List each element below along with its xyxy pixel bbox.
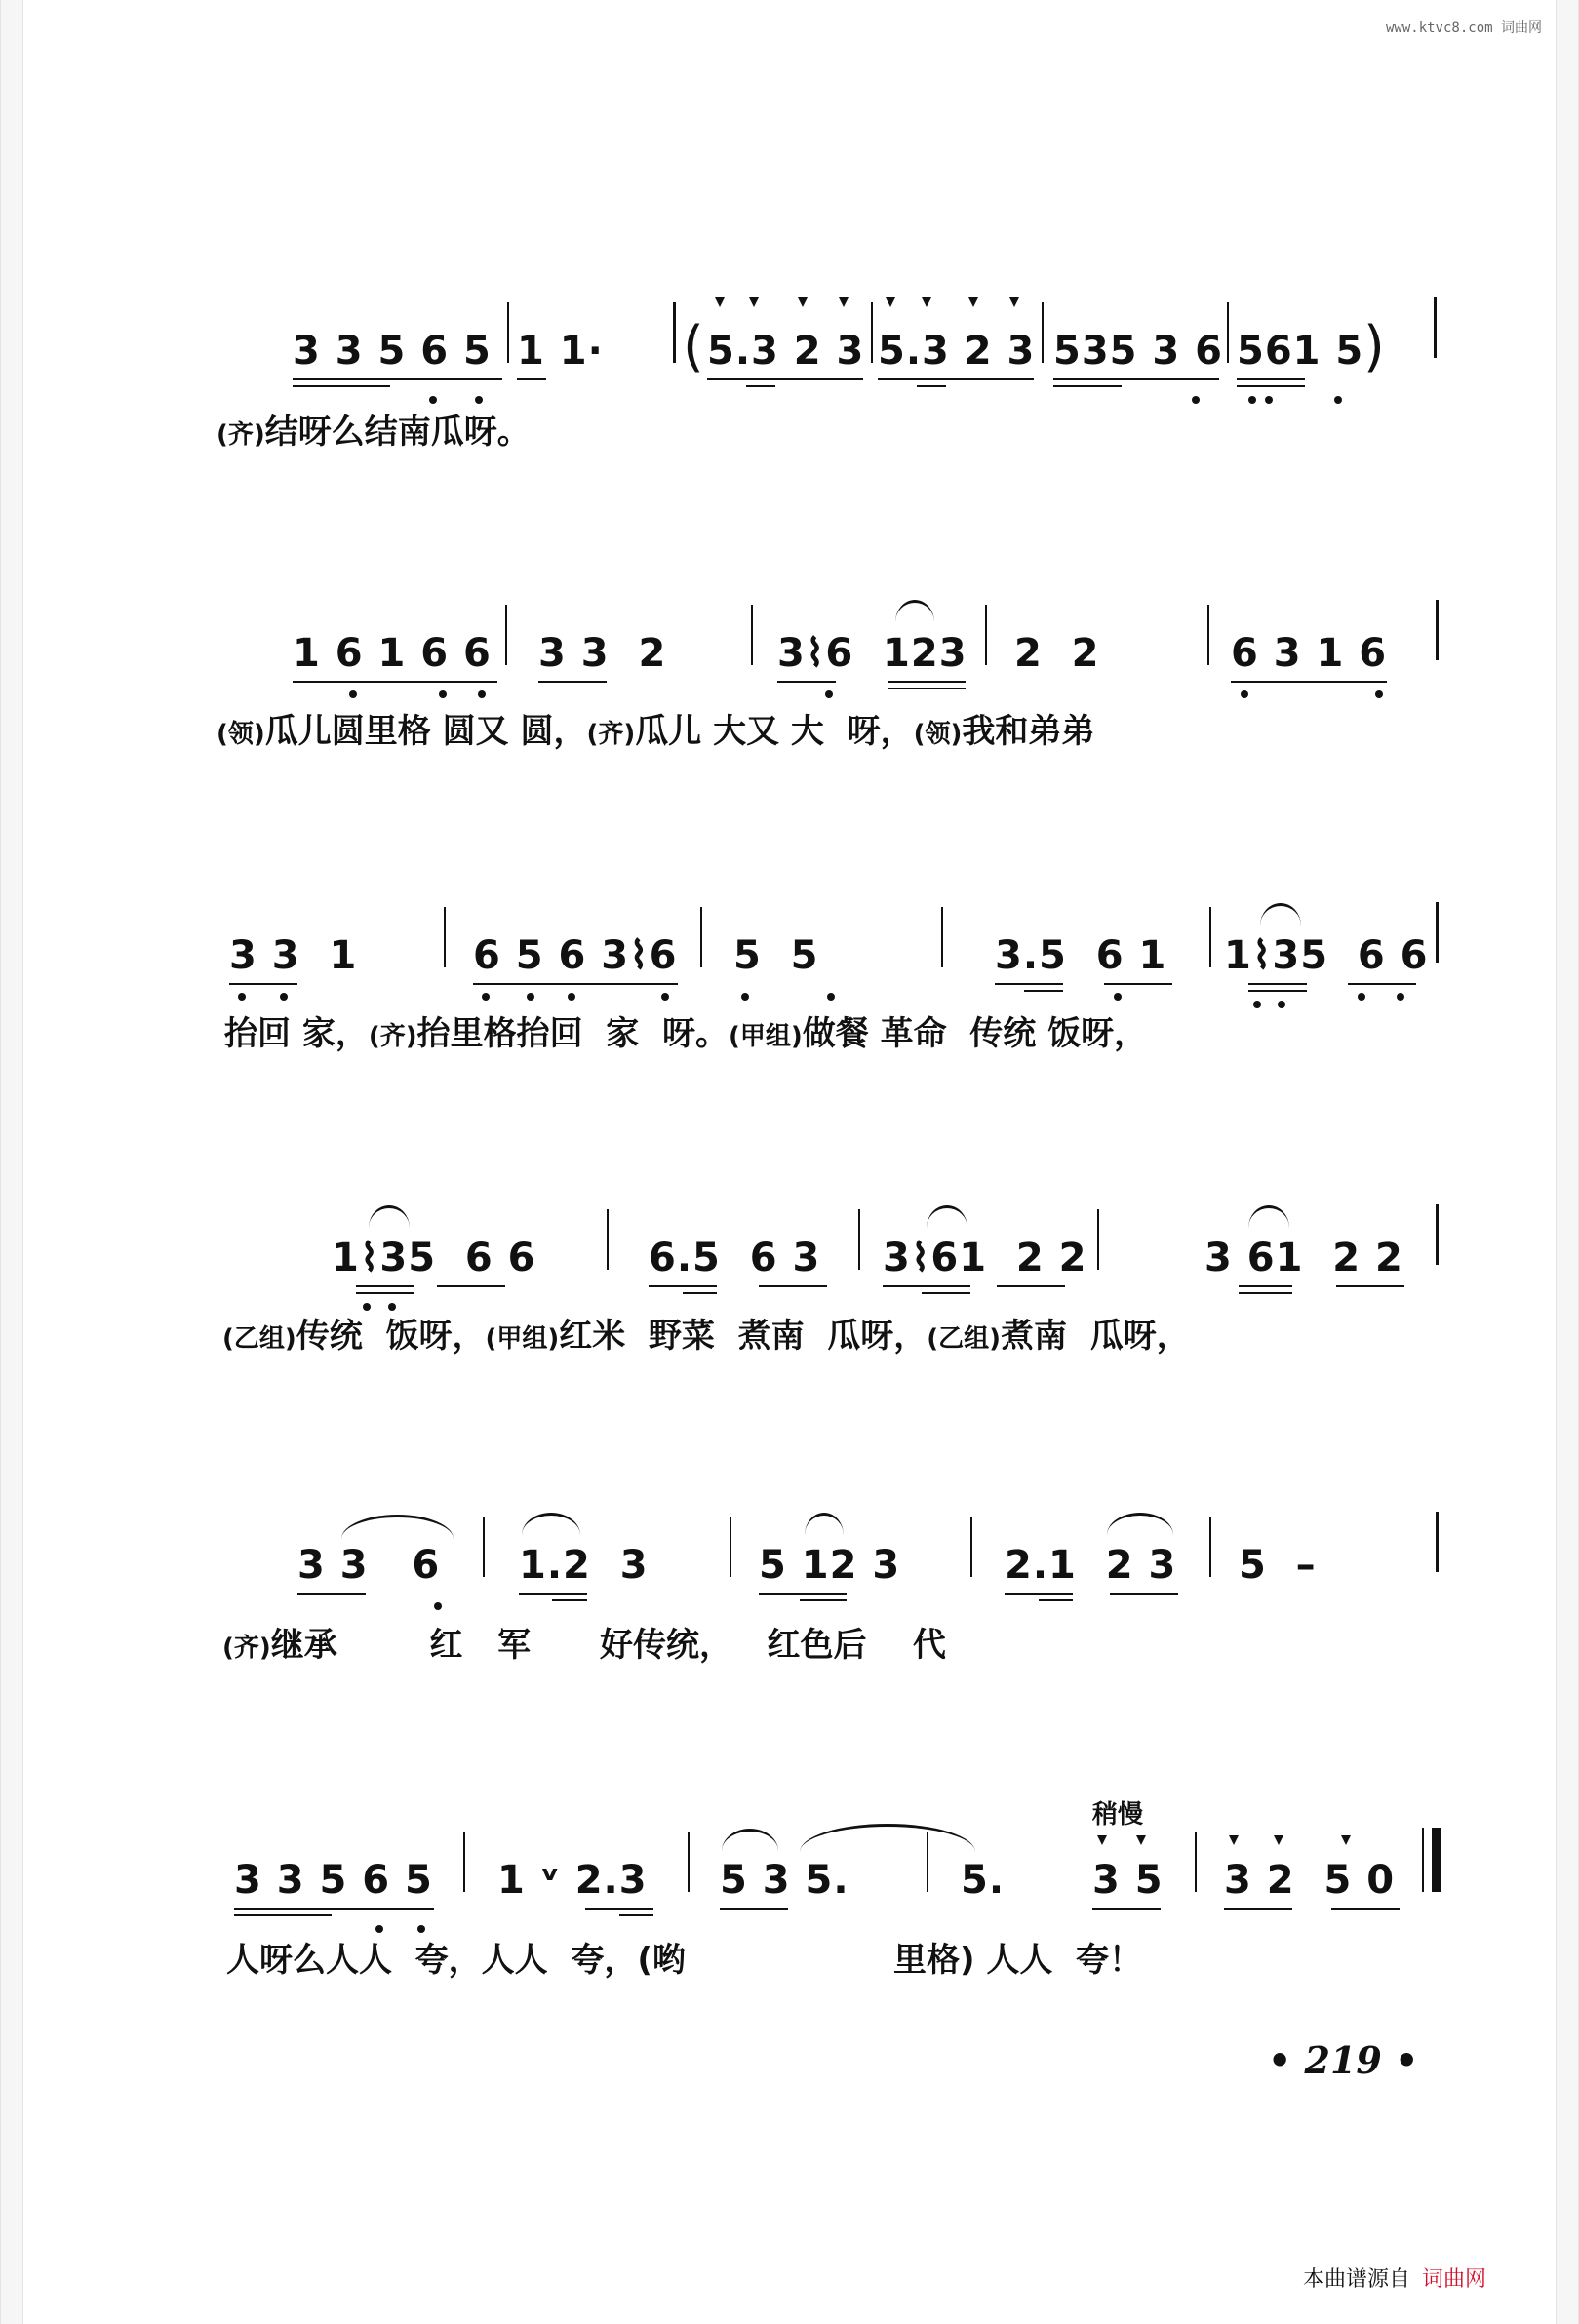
low-octave-dot	[741, 993, 749, 1001]
measure-notes: 5 –	[1239, 1543, 1317, 1588]
beam-line	[437, 1285, 505, 1287]
source-footer	[1303, 2263, 1486, 2293]
beam-line	[552, 1599, 587, 1601]
low-octave-dot	[1265, 396, 1273, 404]
accent-mark	[1009, 297, 1019, 307]
low-octave-dot	[1358, 993, 1365, 1001]
beam-line	[878, 378, 1034, 380]
barline	[941, 907, 943, 967]
low-octave-dot	[429, 396, 437, 404]
low-octave-dot	[349, 690, 357, 698]
measure-notes: 3 2 5 0	[1224, 1858, 1396, 1903]
voice-mark: (甲组)	[485, 1324, 560, 1354]
accent-mark	[1097, 1835, 1107, 1845]
voice-mark: (齐)	[217, 420, 265, 450]
voice-mark: (齐)	[368, 1022, 417, 1051]
beam-line	[1039, 1599, 1073, 1601]
measure-notes: 6 3 1 6	[1231, 631, 1388, 676]
accent-mark	[798, 297, 808, 307]
page-number: • 219 •	[1268, 2038, 1419, 2082]
measure-notes: 2.1 2 3	[1005, 1543, 1177, 1588]
low-octave-dot	[661, 993, 669, 1001]
interlude-open-paren: (	[683, 315, 704, 378]
lyric-line	[222, 1317, 1190, 1356]
voice-mark: (领)	[913, 720, 963, 749]
beam-line	[1005, 1593, 1073, 1595]
measure-notes: 5 3 5.	[720, 1858, 849, 1903]
measure-notes: 3 5	[1092, 1858, 1164, 1903]
barline	[463, 1832, 465, 1892]
low-octave-dot	[482, 993, 490, 1001]
beam-line	[1053, 378, 1219, 380]
score-system-5	[0, 1477, 1579, 1692]
score-system-3	[0, 868, 1579, 1083]
lyric-line	[217, 712, 1095, 751]
beam-line	[1248, 983, 1307, 985]
beam-line	[1224, 1908, 1292, 1910]
site-watermark: www.ktvc8.com 词曲网	[1385, 20, 1542, 36]
measure-notes: 1⌇35 6 6	[1224, 933, 1429, 978]
barline	[607, 1209, 609, 1270]
accent-mark	[922, 297, 931, 307]
barline	[1436, 600, 1439, 660]
barline	[1209, 1517, 1211, 1577]
low-octave-dot	[478, 690, 486, 698]
beam-line	[707, 378, 863, 380]
measure-notes: 3 61 2 2	[1204, 1236, 1403, 1280]
lyric-text: 抬回 家，	[224, 1014, 369, 1053]
beam-line	[883, 1285, 970, 1287]
accent-mark	[749, 297, 759, 307]
lyric-line	[222, 1626, 946, 1665]
low-octave-dot	[1248, 396, 1256, 404]
measure-notes: 1 ᵛ 2.3	[497, 1858, 648, 1903]
measure-notes: 3⌇61 2 2	[883, 1236, 1087, 1280]
measure-notes: 1⌇35 6 6	[332, 1236, 536, 1280]
slur	[1248, 1205, 1289, 1228]
beam-line	[746, 385, 775, 387]
low-octave-dot	[1114, 993, 1122, 1001]
barline	[970, 1517, 972, 1577]
low-octave-dot	[827, 993, 835, 1001]
measure-notes: 6.5 6 3	[649, 1236, 821, 1280]
low-octave-dot	[825, 690, 833, 698]
beam-line	[234, 1914, 332, 1916]
measure-notes: 3 3 2	[538, 631, 667, 676]
barline	[1227, 302, 1229, 363]
measure-notes: 3.5 6 1	[995, 933, 1167, 978]
accent-mark	[715, 297, 725, 307]
barline	[751, 605, 753, 665]
slur	[895, 600, 934, 622]
low-octave-dot	[568, 993, 575, 1001]
barline	[1436, 902, 1439, 963]
low-octave-dot	[1192, 396, 1200, 404]
measure-notes: 3 3 5 6 5	[234, 1858, 433, 1903]
beam-line	[995, 983, 1063, 985]
beam-line	[519, 1593, 587, 1595]
beam-line	[293, 681, 497, 683]
measure-notes: 535 3 6	[1053, 329, 1224, 374]
beam-line	[293, 385, 390, 387]
measure-notes: 5.	[961, 1858, 1006, 1903]
beam-line	[473, 983, 678, 985]
footer-brand-link[interactable]: 词曲网	[1421, 2267, 1486, 2292]
measure-notes: 5 12 3	[759, 1543, 901, 1588]
slur	[927, 1205, 967, 1228]
lyric-text: 做餐 革命 传统 饭呀，	[802, 1014, 1148, 1053]
barline	[483, 1517, 485, 1577]
barline	[1209, 907, 1211, 967]
measure-notes: 5 5	[733, 933, 819, 978]
barline	[858, 1209, 860, 1270]
beam-line	[917, 385, 946, 387]
lyric-text: 人呀么人人 夸，人人 夸，(哟 里格) 人人 夸！	[226, 1941, 1142, 1980]
barline	[444, 907, 446, 967]
accent-mark	[1341, 1835, 1351, 1845]
low-octave-dot	[1278, 1001, 1285, 1008]
beam-line	[1110, 1593, 1178, 1595]
measure-notes: 3⌇6 123	[777, 631, 967, 676]
measure-notes: 5.3 2 3	[707, 329, 865, 374]
beam-line	[922, 1292, 970, 1294]
slur	[800, 1824, 975, 1852]
measure-notes: 1 6 1 6 6	[293, 631, 492, 676]
beam-line	[517, 378, 546, 380]
beam-line	[538, 681, 607, 683]
beam-line	[356, 1292, 414, 1294]
voice-mark: (乙组)	[927, 1324, 1002, 1354]
beam-line	[759, 1593, 847, 1595]
measure-notes: 3 3 5 6 5	[293, 329, 492, 374]
measure-notes: 6 5 6 3⌇6	[473, 933, 678, 978]
score-system-1	[0, 263, 1579, 478]
slur	[522, 1513, 580, 1535]
beam-line	[1092, 1908, 1161, 1910]
voice-mark: (齐)	[222, 1634, 271, 1663]
beam-line	[720, 1908, 788, 1910]
beam-line	[293, 378, 502, 380]
beam-line	[888, 681, 966, 683]
barline	[1436, 1512, 1439, 1572]
slur	[1107, 1513, 1173, 1535]
beam-line	[234, 1908, 434, 1910]
slur	[1260, 903, 1301, 926]
repeat-barline	[673, 302, 676, 363]
beam-line	[619, 1914, 653, 1916]
barline	[505, 605, 507, 665]
beam-line	[777, 681, 836, 683]
barline	[1436, 1204, 1439, 1265]
measure-notes: 3 3 6	[297, 1543, 441, 1588]
accent-mark	[1274, 1835, 1283, 1845]
beam-line	[356, 1285, 414, 1287]
voice-mark: (甲组)	[728, 1022, 803, 1051]
beam-line	[1024, 990, 1063, 992]
slur	[341, 1515, 454, 1539]
lyric-text: 传统 饭呀，	[296, 1317, 486, 1356]
measure-notes: 5.3 2 3	[878, 329, 1036, 374]
lyric-text: 结呀么结南瓜呀。	[264, 413, 531, 452]
slur	[369, 1205, 410, 1228]
lyric-text: 红米 野菜 煮南 瓜呀，	[559, 1317, 928, 1356]
barline	[700, 907, 702, 967]
tempo-marking: 稍慢	[1092, 1800, 1144, 1830]
voice-mark: (齐)	[586, 720, 636, 749]
beam-line	[997, 1285, 1065, 1287]
low-octave-dot	[280, 993, 288, 1001]
beam-line	[1348, 983, 1416, 985]
footer-text: 本曲谱源自	[1302, 2267, 1410, 2292]
accent-mark	[968, 297, 978, 307]
low-octave-dot	[434, 1602, 442, 1610]
low-octave-dot	[417, 1925, 425, 1933]
lyric-line	[217, 413, 531, 452]
low-octave-dot	[527, 993, 534, 1001]
low-octave-dot	[1334, 396, 1342, 404]
low-octave-dot	[1241, 690, 1248, 698]
lyric-text: 我和弟弟	[962, 712, 1095, 751]
score-system-2	[0, 566, 1579, 780]
lyric-text: 瓜儿 大又 大 呀，	[635, 712, 914, 751]
beam-line	[1336, 1285, 1404, 1287]
lyric-text: 瓜儿圆里格 圆又 圆，	[264, 712, 587, 751]
measure-notes: 3 3 1	[229, 933, 358, 978]
beam-line	[1248, 990, 1307, 992]
beam-line	[1104, 983, 1172, 985]
low-octave-dot	[1375, 690, 1383, 698]
accent-mark	[886, 297, 895, 307]
beam-line	[1053, 385, 1122, 387]
accent-mark	[1136, 1835, 1146, 1845]
beam-line	[683, 1292, 717, 1294]
accent-mark	[1229, 1835, 1239, 1845]
accent-mark	[839, 297, 849, 307]
score-system-6	[0, 1785, 1579, 1999]
barline	[1195, 1832, 1197, 1892]
low-octave-dot	[388, 1303, 396, 1311]
final-barline-thin	[1422, 1828, 1424, 1892]
barline	[927, 1832, 928, 1892]
barline	[1097, 1209, 1099, 1270]
beam-line	[1331, 1908, 1400, 1910]
beam-line	[585, 1908, 653, 1910]
lyric-line	[226, 1941, 1142, 1980]
score-system-4	[0, 1170, 1579, 1385]
lyric-text: 继承 红 军 好传统， 红色后 代	[270, 1626, 946, 1665]
final-barline	[1432, 1828, 1441, 1892]
beam-line	[1239, 1292, 1292, 1294]
barline	[985, 605, 987, 665]
slur	[805, 1513, 844, 1535]
beam-line	[649, 1285, 717, 1287]
beam-line	[1237, 385, 1305, 387]
measure-notes: 1 1·	[517, 329, 604, 374]
lyric-text: 煮南 瓜呀，	[1001, 1317, 1190, 1356]
beam-line	[297, 1593, 366, 1595]
low-octave-dot	[1253, 1001, 1261, 1008]
voice-mark: (领)	[217, 720, 265, 749]
beam-line	[800, 1599, 847, 1601]
beam-line	[759, 1285, 827, 1287]
beam-line	[229, 983, 297, 985]
low-octave-dot	[363, 1303, 371, 1311]
slur	[722, 1829, 778, 1851]
barline	[871, 302, 873, 363]
low-octave-dot	[375, 1925, 383, 1933]
lyric-text: 抬里格抬回 家 呀。	[416, 1014, 729, 1053]
barline	[1042, 302, 1044, 363]
beam-line	[1231, 681, 1387, 683]
beam-line	[888, 688, 966, 689]
barline	[1434, 297, 1437, 358]
barline	[688, 1832, 690, 1892]
lyric-line	[224, 1014, 1148, 1053]
barline	[1207, 605, 1209, 665]
beam-line	[1239, 1285, 1292, 1287]
measure-notes: 561 5	[1237, 329, 1364, 374]
low-octave-dot	[475, 396, 483, 404]
measure-notes: 2 2	[1014, 631, 1100, 676]
low-octave-dot	[439, 690, 447, 698]
measure-notes: 1.2 3	[519, 1543, 649, 1588]
voice-mark: (乙组)	[222, 1324, 296, 1354]
low-octave-dot	[238, 993, 246, 1001]
interlude-close-paren: )	[1363, 315, 1385, 378]
beam-line	[1237, 378, 1305, 380]
barline	[507, 302, 509, 363]
barline	[730, 1517, 731, 1577]
low-octave-dot	[1397, 993, 1404, 1001]
